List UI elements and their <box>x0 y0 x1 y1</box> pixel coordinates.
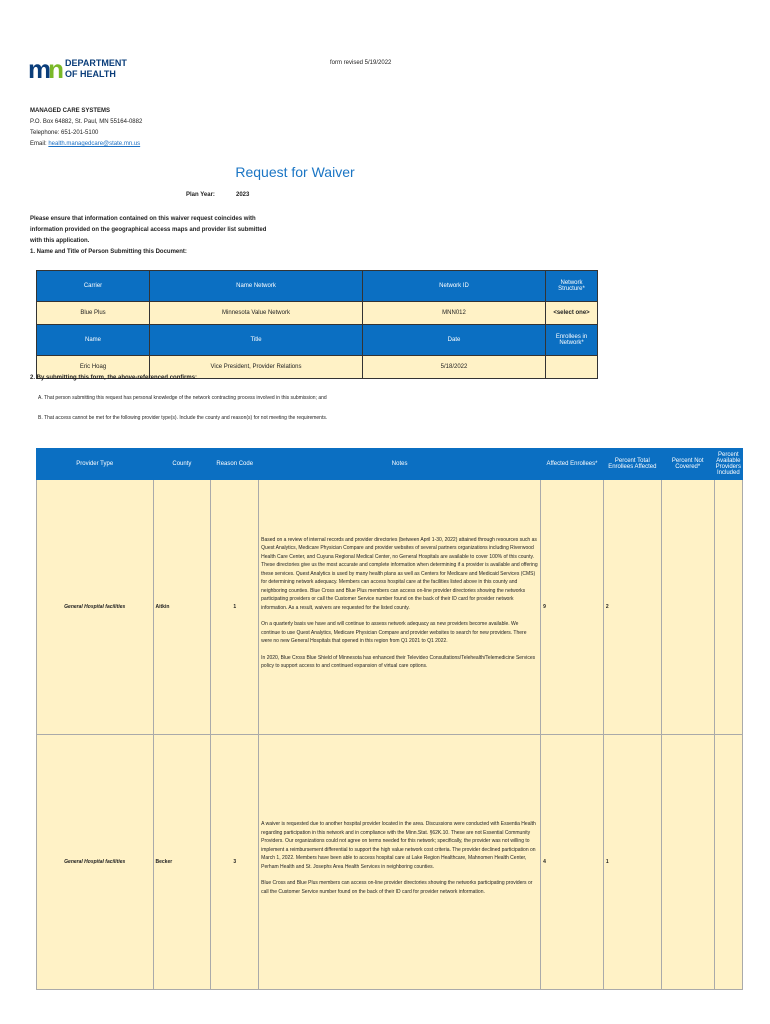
pct-not-covered-cell[interactable] <box>661 735 714 990</box>
telephone: Telephone: 651-201-5100 <box>30 130 99 136</box>
logo-text: DEPARTMENT <box>65 58 127 68</box>
col-header: Name Network <box>150 271 363 302</box>
mdh-logo <box>28 56 127 82</box>
reason-code-cell[interactable]: 1 <box>211 480 259 735</box>
mn-logo-icon: mn <box>28 54 62 84</box>
notes-cell[interactable] <box>259 735 541 990</box>
name-field[interactable]: Eric Hoag <box>37 356 150 379</box>
confirm-a: A. That person submitting this request has personal knowledge of the network contracting process involved in this submission; and <box>38 395 327 401</box>
county-cell[interactable]: Becker <box>153 735 211 990</box>
logo-text: OF HEALTH <box>65 69 116 79</box>
provider-type-cell[interactable]: General Hospital facilities <box>37 480 154 735</box>
notes-paragraph: In 2020, Blue Cross Blue Shield of Minnesota has enhanced their Televideo Consultations/Telehealth/Telemedicine Services policy to support access to and continued expansion of virtual care options. <box>261 654 536 669</box>
col-header: Network Structure* <box>546 271 598 302</box>
address-block <box>30 106 142 150</box>
network-id-field[interactable]: MNN012 <box>363 302 546 325</box>
email-label: Email: <box>30 141 47 147</box>
pct-available-cell[interactable] <box>714 480 742 735</box>
table-row <box>37 735 743 990</box>
plan-year-label: Plan Year: <box>186 192 215 198</box>
pct-not-covered-cell[interactable] <box>661 480 714 735</box>
col-header: Affected Enrollees* <box>541 449 604 480</box>
waiver-table <box>36 448 743 990</box>
provider-type-cell[interactable]: General Hospital facilities <box>37 735 154 990</box>
col-header: County <box>153 449 211 480</box>
notes-paragraph: Based on a review of internal records and provider directories (between April 1-30, 2022) attained through resources such as Quest Analytics, Medicare Physician Compare and provider websites of several partners organizations including Riverwood Health Care Center, and Cuyuna Regional Medical Center, no General Hospitals are available to cover 100% of this county. These directories give us the most accurate and complete information when determining if a provider is available and offering these services. Quest Analytics is used by many health plans as well as Centers for Medicare and Medicaid Services (CMS) for determining network adequacy. Members can access hospital care at the facilities listed above in this county and neighboring counties. Blue Cross and Blue Plus members can access on-line provider directories showing the networks participating providers or call the Customer Service number found on the back of their ID card for provider network information. As a result, waivers are requested for the listed county. <box>261 536 538 611</box>
notes-paragraph: On a quarterly basis we have and will continue to assess network adequacy as new providers become available. We continue to use Quest Analytics, Medicare Physician Compare and provider websites to search for new providers. There were no new General Hospitals that opened in this region from Q1 2021 to Q1 2022. <box>261 621 527 644</box>
org-name: MANAGED CARE SYSTEMS <box>30 108 111 114</box>
affected-enrollees-cell[interactable]: 9 <box>541 480 604 735</box>
county-cell[interactable]: Aitkin <box>153 480 211 735</box>
instructions: Please ensure that information contained on this waiver request coincides with information provided on the geographical access maps and provider list submitted with this application. <box>30 216 267 244</box>
plan-year-value: 2023 <box>236 192 250 198</box>
col-header: Percent Not Covered* <box>661 449 714 480</box>
col-header: Date <box>363 325 546 356</box>
po-box: P.O. Box 64882, St. Paul, MN 55164-0882 <box>30 119 143 125</box>
col-header: Name <box>37 325 150 356</box>
pct-total-cell[interactable]: 2 <box>603 480 661 735</box>
title-field[interactable]: Vice President, Provider Relations <box>150 356 363 379</box>
pct-total-cell[interactable]: 1 <box>603 735 661 990</box>
col-header: Percent Total Enrollees Affected <box>603 449 661 480</box>
reason-code-cell[interactable]: 3 <box>211 735 259 990</box>
network-structure-select[interactable]: <select one> <box>546 302 598 325</box>
confirm-b: B. That access cannot be met for the following provider type(s). Include the county and reason(s) for not meeting the requirements. <box>38 415 328 421</box>
col-header: Percent Available Providers Included <box>714 449 742 480</box>
col-header: Provider Type <box>37 449 154 480</box>
notes-cell[interactable] <box>259 480 541 735</box>
section2-heading: 2. By submitting this form, the above-referenced confirms: <box>30 375 198 381</box>
col-header: Enrollees in Network* <box>546 325 598 356</box>
network-name-field[interactable]: Minnesota Value Network <box>150 302 363 325</box>
table-row <box>37 480 743 735</box>
col-header: Reason Code <box>211 449 259 480</box>
date-field[interactable]: 5/18/2022 <box>363 356 546 379</box>
submitter-table <box>36 270 598 379</box>
col-header: Network ID <box>363 271 546 302</box>
notes-paragraph: A waiver is requested due to another hospital provider located in the area. Discussions were conducted with Essentia Health regarding participation in this network and in compliance with the Minn.Stat. §62K.10. These are not Essential Community Providers. Our organizations could not agree on terms needed for this network; specifically, the provider was not willing to implement a reimbursement differential to support the high value network cost criteria. The provider declined participation on March 1, 2022. Members have been able to access hospital care at Lake Region Healthcare, Mahnomen Health Center, Perham Health and St. Josephs Area Health Services in neighboring counties. <box>261 821 536 870</box>
affected-enrollees-cell[interactable]: 4 <box>541 735 604 990</box>
email-link[interactable]: health.managedcare@state.mn.us <box>48 141 141 147</box>
form-revised: form revised 5/19/2022 <box>330 60 392 66</box>
enrollees-field[interactable] <box>546 356 598 379</box>
notes-paragraph: Blue Cross and Blue Plus members can access on-line provider directories showing the networks participating providers or call the Customer Service number found on the back of their ID card for provider network information. <box>261 880 533 895</box>
carrier-field[interactable]: Blue Plus <box>37 302 150 325</box>
page-title: Request for Waiver <box>235 164 355 180</box>
col-header: Carrier <box>37 271 150 302</box>
pct-available-cell[interactable] <box>714 735 742 990</box>
col-header: Notes <box>259 449 541 480</box>
col-header: Title <box>150 325 363 356</box>
section1-heading: 1. Name and Title of Person Submitting this Document: <box>30 249 187 255</box>
